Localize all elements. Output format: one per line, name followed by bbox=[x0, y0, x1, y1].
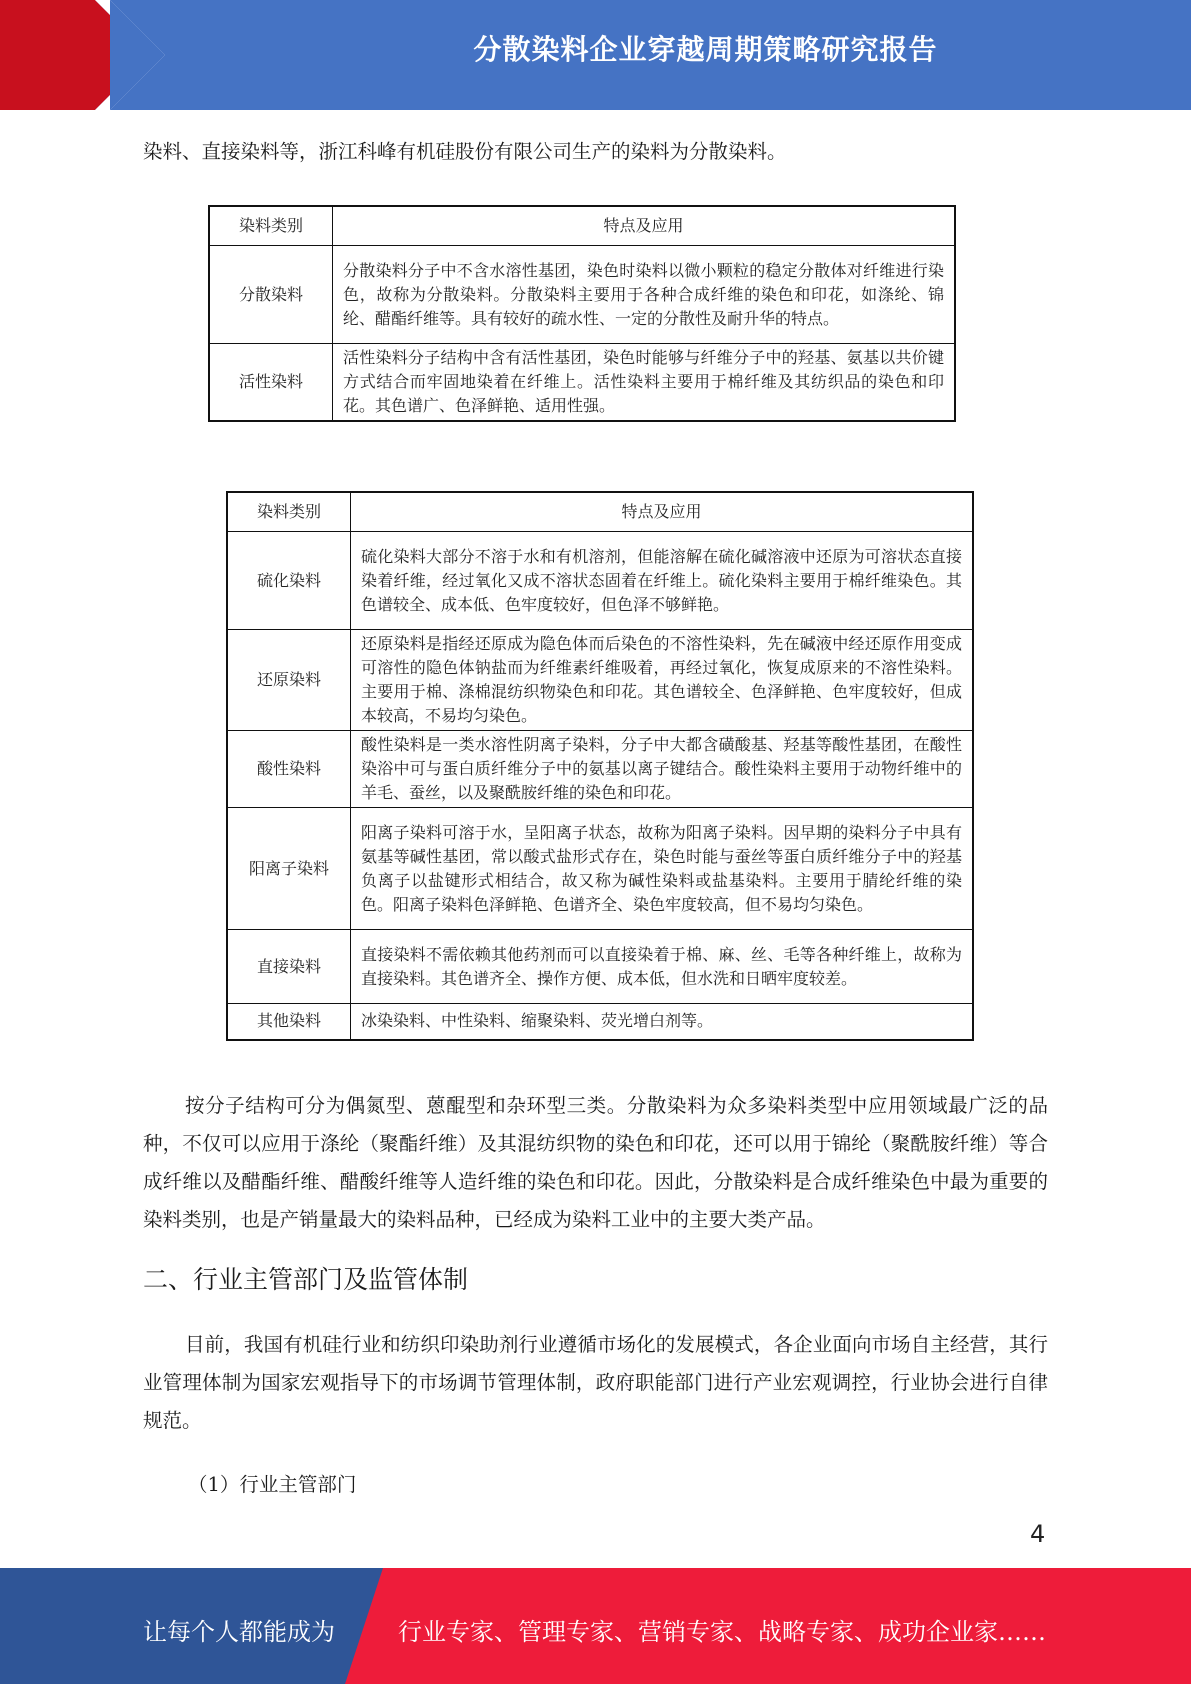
dye-category: 直接染料 bbox=[227, 930, 351, 1004]
column-header-features: 特点及应用 bbox=[333, 206, 956, 246]
table-header-row bbox=[209, 206, 955, 246]
page-number: 4 bbox=[1030, 1520, 1046, 1548]
dye-description: 冰染染料、中性染料、缩聚染料、荧光增白剂等。 bbox=[351, 1004, 974, 1040]
table-header-row bbox=[227, 492, 973, 532]
dye-category: 分散染料 bbox=[209, 246, 333, 344]
table-row bbox=[227, 930, 973, 1004]
body-paragraph: 按分子结构可分为偶氮型、蒽醌型和杂环型三类。分散染料为众多染料类型中应用领域最广泛的品种，不仅可以应用于涤纶（聚酯纤维）及其混纺织物的染色和印花，还可以用于锦纶（聚酰胺纤维）等合成纤维以及醋酯纤维、醋酸纤维等人造纤维的染色和印花。因此，分散染料是合成纤维染色中最为重要的染料类别，也是产销量最大的染料品种，已经成为染料工业中的主要大类产品。 bbox=[143, 1094, 1048, 1231]
footer-slogan-right: 行业专家、管理专家、营销专家、战略专家、成功企业家…… bbox=[398, 1618, 1046, 1646]
page-footer bbox=[0, 1568, 1191, 1684]
dye-category: 还原染料 bbox=[227, 630, 351, 731]
body-paragraph: 目前，我国有机硅行业和纺织印染助剂行业遵循市场化的发展模式，各企业面向市场自主经营，其行业管理体制为国家宏观指导下的市场调节管理体制，政府职能部门进行产业宏观调控，行业协会进行自律规范。 bbox=[143, 1333, 1048, 1432]
dye-table-2 bbox=[226, 491, 974, 1041]
dye-description: 酸性染料是一类水溶性阴离子染料，分子中大都含磺酸基、羟基等酸性基团，在酸性染浴中可与蛋白质纤维分子中的氨基以离子键结合。酸性染料主要用于动物纤维中的羊毛、蚕丝，以及聚酰胺纤维的染色和印花。 bbox=[351, 731, 974, 808]
dye-description: 还原染料是指经还原成为隐色体而后染色的不溶性染料，先在碱液中经还原作用变成可溶性的隐色体钠盐而为纤维素纤维吸着，再经过氧化，恢复成原来的不溶性染料。主要用于棉、涤棉混纺织物染色和印花。其色谱较全、色泽鲜艳、色牢度较好，但成本较高，不易均匀染色。 bbox=[351, 630, 974, 731]
table-row bbox=[227, 808, 973, 930]
column-header-category: 染料类别 bbox=[209, 206, 333, 246]
column-header-category: 染料类别 bbox=[227, 492, 351, 532]
table-row bbox=[209, 344, 955, 422]
dye-category: 其他染料 bbox=[227, 1004, 351, 1040]
dye-category: 酸性染料 bbox=[227, 731, 351, 808]
dye-description: 直接染料不需依赖其他药剂而可以直接染着于棉、麻、丝、毛等各种纤维上，故称为直接染料。其色谱齐全、操作方便、成本低，但水洗和日晒牢度较差。 bbox=[351, 930, 974, 1004]
dye-description: 活性染料分子结构中含有活性基团，染色时能够与纤维分子中的羟基、氨基以共价键方式结合而牢固地染着在纤维上。活性染料主要用于棉纤维及其纺织品的染色和印花。其色谱广、色泽鲜艳、适用性强。 bbox=[333, 344, 956, 422]
report-title: 分散染料企业穿越周期策略研究报告 bbox=[473, 33, 938, 66]
dye-category: 阳离子染料 bbox=[227, 808, 351, 930]
dye-description: 阳离子染料可溶于水，呈阳离子状态，故称为阳离子染料。因早期的染料分子中具有氨基等碱性基团，常以酸式盐形式存在，染色时能与蚕丝等蛋白质纤维分子中的羟基负离子以盐键形式相结合，故又称为碱性染料或盐基染料。主要用于腈纶纤维的染色。阳离子染料色泽鲜艳、色谱齐全、染色牢度较高，但不易均匀染色。 bbox=[351, 808, 974, 930]
dye-description: 分散染料分子中不含水溶性基团，染色时染料以微小颗粒的稳定分散体对纤维进行染色，故称为分散染料。分散染料主要用于各种合成纤维的染色和印花，如涤纶、锦纶、醋酯纤维等。具有较好的疏水性、一定的分散性及耐升华的特点。 bbox=[333, 246, 956, 344]
section-heading: 二、行业主管部门及监管体制 bbox=[143, 1265, 469, 1294]
footer-slogan-left: 让每个人都能成为 bbox=[143, 1618, 335, 1646]
dye-category: 硫化染料 bbox=[227, 532, 351, 630]
page-header bbox=[0, 0, 1191, 110]
table-row bbox=[209, 246, 955, 344]
table-row bbox=[227, 630, 973, 731]
table-row bbox=[227, 731, 973, 808]
column-header-features: 特点及应用 bbox=[351, 492, 974, 532]
table-row bbox=[227, 532, 973, 630]
dye-table-1 bbox=[208, 205, 956, 422]
intro-text: 染料、直接染料等，浙江科峰有机硅股份有限公司生产的染料为分散染料。 bbox=[143, 140, 787, 163]
table-row bbox=[227, 1004, 973, 1040]
subsection-heading: （1）行业主管部门 bbox=[188, 1473, 357, 1496]
dye-category: 活性染料 bbox=[209, 344, 333, 422]
dye-description: 硫化染料大部分不溶于水和有机溶剂，但能溶解在硫化碱溶液中还原为可溶状态直接染着纤维，经过氧化又成不溶状态固着在纤维上。硫化染料主要用于棉纤维染色。其色谱较全、成本低、色牢度较好，但色泽不够鲜艳。 bbox=[351, 532, 974, 630]
